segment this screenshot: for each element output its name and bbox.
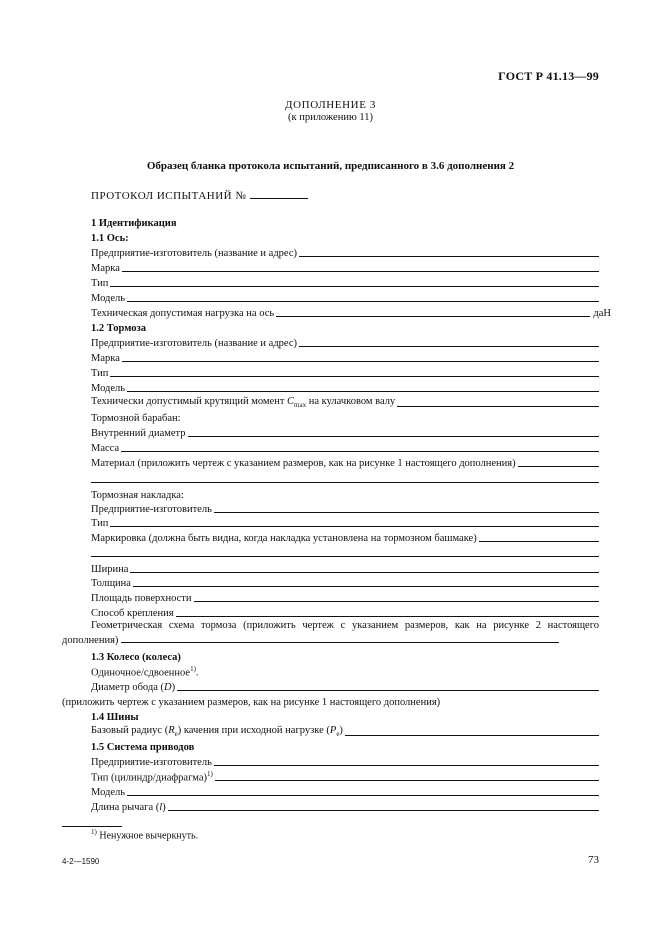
field-label: Базовый радиус $(R_e)$ качения при исходной нагрузке $(P_e)$ (91, 724, 343, 738)
sub-heading: Тормозной барабан: (91, 413, 181, 424)
supplement-title: ДОПОЛНЕНИЕ 3 (285, 99, 376, 111)
field-label: Тип (цилиндр/диафрагма)$^{1)}$ (91, 769, 213, 783)
form-field (91, 591, 599, 604)
section-heading: 1.3 Колесо (колеса) (91, 652, 181, 663)
form-field (91, 800, 599, 813)
form-field (91, 276, 599, 289)
field-label: Предприятие-изготовитель (название и адрес) (91, 338, 297, 349)
blank-field[interactable] (168, 809, 599, 811)
form-field (91, 576, 599, 589)
form-field (91, 502, 599, 515)
field-label: Одиночное/сдвоенное$^{1)}$. (91, 664, 199, 678)
field-label: Внутренний диаметр (91, 428, 186, 439)
blank-field[interactable] (127, 300, 599, 302)
blank-line[interactable] (91, 482, 599, 483)
field-label: Марка (91, 353, 120, 364)
form-field (91, 336, 599, 349)
blank-field[interactable] (110, 375, 599, 377)
field-label: Материал (приложить чертеж с указанием размеров, как на рисунке 1 настоящего дополнения) (91, 458, 516, 469)
field-label: Способ крепления (91, 608, 174, 619)
sub-heading: Тормозная накладка: (91, 490, 184, 501)
field-label: Модель (91, 293, 126, 304)
protocol-number-field[interactable] (250, 188, 308, 199)
blank-field[interactable] (127, 390, 599, 392)
field-label: Геометрическая схема тормоза (приложить чертеж с указанием размеров, как на рисунке 2 настоящего дополнения) (62, 620, 599, 646)
blank-field[interactable] (518, 465, 599, 467)
form-field (91, 351, 599, 364)
print-code: 4-2—1590 (62, 857, 100, 866)
form-field (91, 531, 599, 544)
form-field (91, 441, 599, 454)
blank-field[interactable] (215, 779, 599, 781)
field-label: Тип (91, 518, 109, 529)
form-field (91, 306, 611, 319)
form-field (91, 456, 599, 469)
blank-field[interactable] (214, 511, 599, 513)
field-label: Тип (91, 368, 109, 379)
form-field (91, 562, 599, 575)
field-label: Техническая допустимая нагрузка на ось (91, 308, 275, 319)
blank-field[interactable] (122, 360, 599, 362)
blank-field[interactable] (188, 435, 600, 437)
field-label: Диаметр обода (D) (91, 682, 176, 693)
form-field (91, 725, 599, 738)
form-field (91, 606, 599, 619)
form-field (91, 665, 599, 678)
form-field (91, 426, 599, 439)
blank-field[interactable] (122, 270, 599, 272)
footnote-divider (62, 826, 122, 827)
field-label: Ширина (91, 564, 129, 575)
blank-field[interactable] (299, 345, 599, 347)
blank-field[interactable] (214, 764, 599, 766)
supplement-reference: (к приложению 11) (287, 112, 374, 123)
protocol-number-line (91, 188, 308, 202)
field-label: Площадь поверхности (91, 593, 192, 604)
field-label: Марка (91, 263, 120, 274)
form-title: Образец бланка протокола испытаний, предписанного в 3.6 дополнения 2 (146, 160, 515, 172)
form-field (91, 680, 599, 693)
blank-field[interactable] (194, 600, 600, 602)
section-heading: 1.4 Шины (91, 712, 139, 723)
section-heading: 1.2 Тормоза (91, 323, 146, 334)
blank-field[interactable] (110, 285, 599, 287)
blank-field[interactable] (276, 315, 590, 317)
blank-field[interactable] (177, 689, 599, 691)
blank-field[interactable] (397, 405, 599, 407)
form-field (91, 366, 599, 379)
blank-field[interactable] (130, 571, 599, 573)
drawing-note: (приложить чертеж с указанием размеров, как на рисунке 1 настоящего дополнения) (62, 697, 441, 708)
page-number: 73 (588, 854, 599, 866)
blank-field[interactable] (127, 794, 599, 796)
section-heading: 1.5 Система приводов (91, 742, 195, 753)
form-field (91, 785, 599, 798)
footnote: $^{1)}$ Ненужное вычеркнуть. (91, 828, 199, 842)
field-label: Предприятие-изготовитель (название и адрес) (91, 248, 297, 259)
field-label: Модель (91, 787, 126, 798)
field-label: Тип (91, 278, 109, 289)
field-label: Предприятие-изготовитель (91, 504, 212, 515)
form-field (91, 516, 599, 529)
blank-field[interactable] (176, 615, 599, 617)
blank-field[interactable] (479, 540, 599, 542)
field-label: Маркировка (должна быть видна, когда накладка установлена на тормозном башмаке) (91, 533, 477, 544)
blank-field[interactable] (110, 525, 599, 527)
field-label: Длина рычага (l) (91, 802, 166, 813)
form-field (91, 396, 599, 409)
field-label: Модель (91, 383, 126, 394)
section-heading: 1.1 Ось: (91, 233, 129, 244)
field-label: Предприятие-изготовитель (91, 757, 212, 768)
blank-field[interactable] (345, 734, 599, 736)
form-field (91, 381, 599, 394)
blank-line[interactable] (91, 556, 599, 557)
section-heading: 1 Идентификация (91, 218, 177, 229)
field-label: Масса (91, 443, 120, 454)
blank-field[interactable] (133, 585, 599, 587)
blank-field[interactable] (299, 255, 599, 257)
brake-scheme-field (62, 619, 599, 648)
form-field (91, 291, 599, 304)
standard-number: ГОСТ Р 41.13—99 (498, 69, 599, 83)
protocol-label: ПРОТОКОЛ ИСПЫТАНИЙ № (91, 190, 247, 202)
blank-field[interactable] (121, 642, 559, 643)
form-field (91, 261, 599, 274)
field-label: Толщина (91, 578, 131, 589)
form-field (91, 755, 599, 768)
blank-field[interactable] (121, 450, 599, 452)
form-field (91, 246, 599, 259)
unit-label: даН (593, 308, 611, 319)
field-label: Технически допустимый крутящий момент $C_{max}$ на кулачковом валу (91, 395, 396, 409)
form-field (91, 770, 599, 783)
